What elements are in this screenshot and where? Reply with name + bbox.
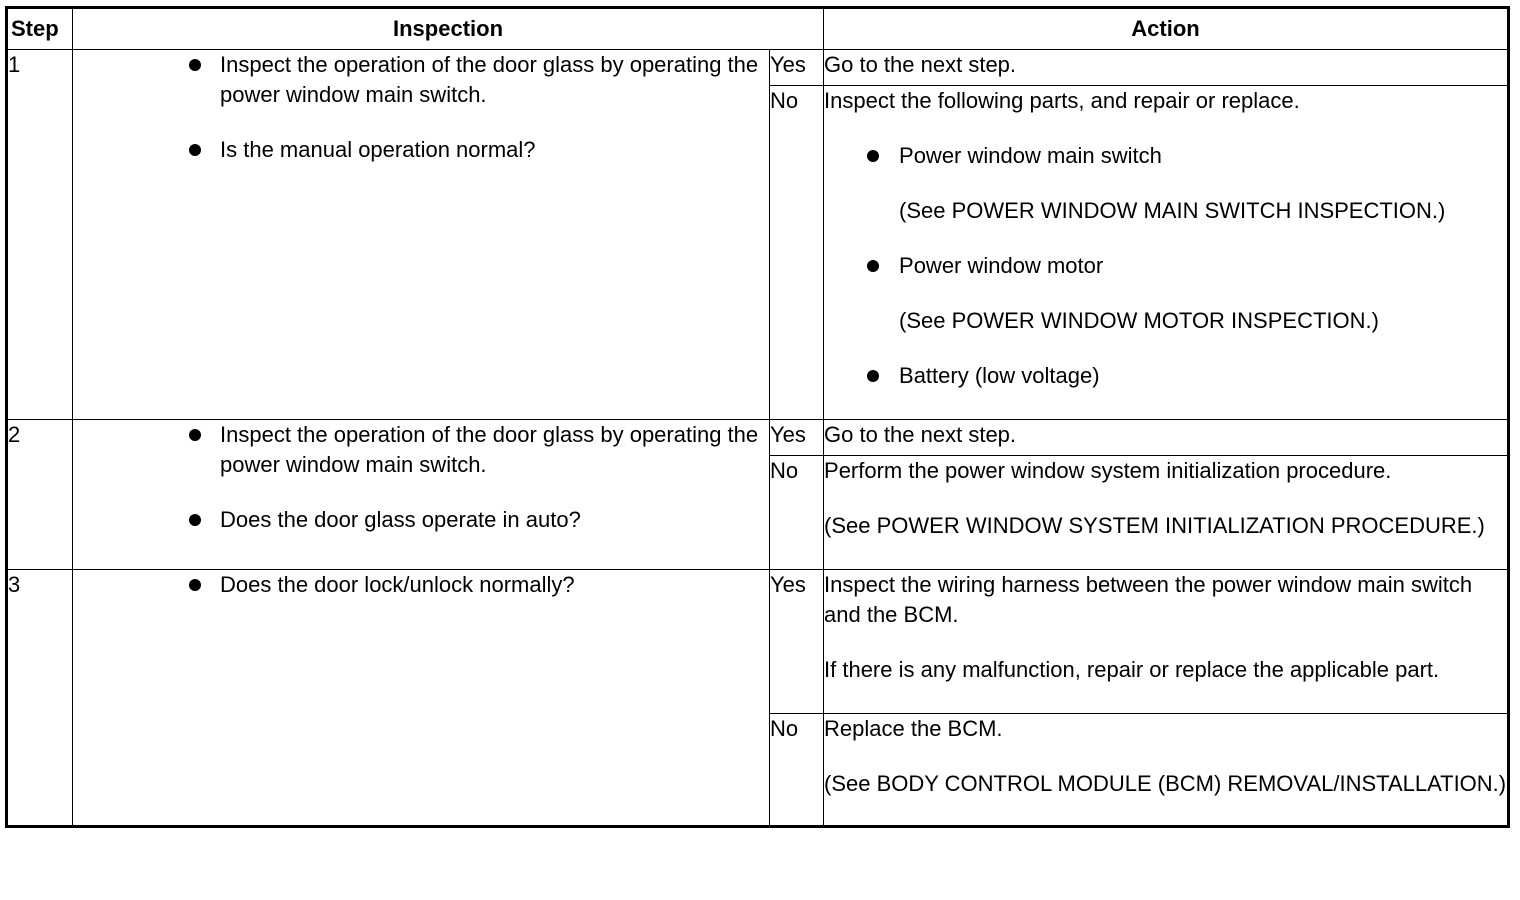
list-item xyxy=(824,251,1507,336)
diagnostic-procedure-table xyxy=(5,6,1510,828)
header-step: Step xyxy=(7,8,73,50)
action-text: Inspect the wiring harness between the power window main switch and the BCM. xyxy=(824,572,1473,627)
table-row xyxy=(7,420,1509,456)
list-item xyxy=(73,420,769,480)
part-name: Power window main switch xyxy=(899,143,1162,168)
action-text: Inspect the following parts, and repair or replace. xyxy=(824,88,1300,113)
no-action xyxy=(824,714,1509,827)
bullet-icon xyxy=(867,370,879,382)
inspection-text: Inspect the operation of the door glass by operating the power window main switch. xyxy=(220,52,759,107)
no-label: No xyxy=(770,86,824,420)
yes-action xyxy=(824,420,1509,456)
inspection-cell xyxy=(73,420,770,570)
action-text: Replace the BCM. xyxy=(824,716,1003,741)
no-action xyxy=(824,456,1509,570)
action-text: Go to the next step. xyxy=(824,422,1017,447)
bullet-icon xyxy=(189,59,201,71)
yes-label: Yes xyxy=(770,570,824,714)
step-number: 1 xyxy=(7,50,73,420)
list-item xyxy=(824,141,1507,226)
step-number: 2 xyxy=(7,420,73,570)
reference-text: (See POWER WINDOW MOTOR INSPECTION.) xyxy=(899,308,1379,333)
no-label: No xyxy=(770,714,824,827)
inspection-text: Inspect the operation of the door glass by operating the power window main switch. xyxy=(220,422,759,477)
parts-list xyxy=(824,141,1507,391)
bullet-icon xyxy=(867,260,879,272)
list-item xyxy=(824,361,1507,391)
action-text: If there is any malfunction, repair or replace the applicable part. xyxy=(824,657,1440,682)
inspection-list xyxy=(73,420,769,535)
header-action: Action xyxy=(824,8,1509,50)
inspection-text: Does the door lock/unlock normally? xyxy=(220,572,575,597)
yes-label: Yes xyxy=(770,50,824,86)
bullet-icon xyxy=(189,144,201,156)
inspection-cell xyxy=(73,570,770,827)
reference-text: (See POWER WINDOW MAIN SWITCH INSPECTION.) xyxy=(899,198,1446,223)
no-action xyxy=(824,86,1509,420)
list-item xyxy=(73,505,769,535)
inspection-list xyxy=(73,50,769,165)
header-inspection: Inspection xyxy=(73,8,824,50)
inspection-cell xyxy=(73,50,770,420)
step-number: 3 xyxy=(7,570,73,827)
reference-text: (See POWER WINDOW SYSTEM INITIALIZATION PROCEDURE.) xyxy=(824,513,1485,538)
bullet-icon xyxy=(189,514,201,526)
bullet-icon xyxy=(189,429,201,441)
list-item xyxy=(73,135,769,165)
header-row xyxy=(7,8,1509,50)
yes-action xyxy=(824,50,1509,86)
bullet-icon xyxy=(189,579,201,591)
action-text: Perform the power window system initialization procedure. xyxy=(824,458,1392,483)
reference-text: (See BODY CONTROL MODULE (BCM) REMOVAL/INSTALLATION.) xyxy=(824,771,1507,796)
table-row xyxy=(7,50,1509,86)
yes-action xyxy=(824,570,1509,714)
part-name: Battery (low voltage) xyxy=(899,363,1100,388)
part-name: Power window motor xyxy=(899,253,1104,278)
no-label: No xyxy=(770,456,824,570)
action-text: Go to the next step. xyxy=(824,52,1017,77)
bullet-icon xyxy=(867,150,879,162)
yes-label: Yes xyxy=(770,420,824,456)
inspection-list xyxy=(73,570,769,600)
list-item xyxy=(73,570,769,600)
inspection-text: Does the door glass operate in auto? xyxy=(220,507,581,532)
inspection-text: Is the manual operation normal? xyxy=(220,137,536,162)
table-row xyxy=(7,570,1509,714)
list-item xyxy=(73,50,769,110)
